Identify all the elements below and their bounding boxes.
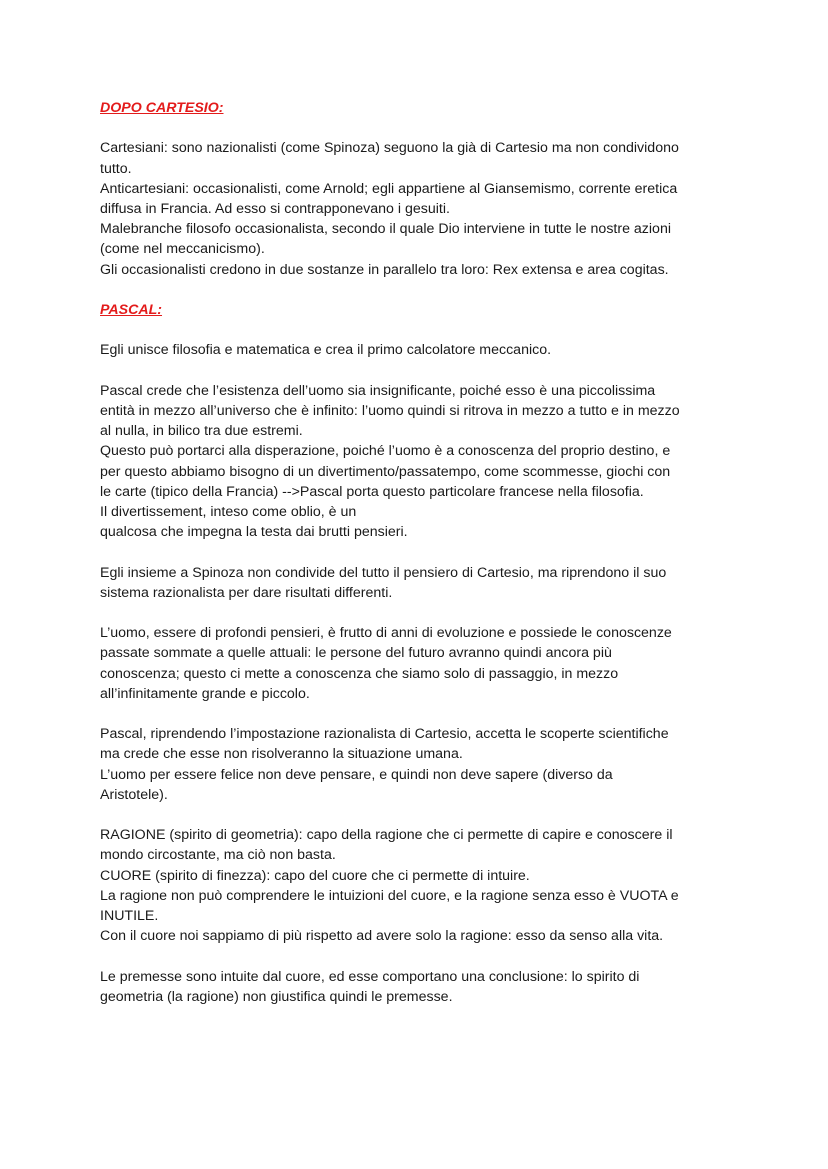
text-line: passate sommate a quelle attuali: le persone del futuro avranno quindi ancora più — [100, 645, 612, 662]
paragraph-pascal-7 — [100, 967, 740, 1007]
text-line: mondo circostante, ma ciò non basta. — [100, 847, 336, 864]
text-line: tutto. — [100, 160, 132, 177]
text-line: INUTILE. — [100, 908, 159, 924]
text-line: geometria (la ragione) non giustifica quindi le premesse. — [100, 988, 453, 1005]
text-line: (come nel meccanicismo). — [100, 241, 265, 258]
heading-dopo-cartesio: DOPO CARTESIO: — [100, 100, 224, 116]
text-line: Aristotele). — [100, 786, 168, 803]
text-line: Gli occasionalisti credono in due sostanze in parallelo tra loro: Rex extensa e area cogitas. — [100, 261, 669, 278]
paragraph-pascal-4 — [100, 623, 740, 704]
text-line: L’uomo, essere di profondi pensieri, è frutto di anni di evoluzione e possiede le conoscenze — [100, 625, 672, 642]
text-line: conoscenza; questo ci mette a conoscenza che siamo solo di passaggio, in mezzo — [100, 665, 619, 682]
text-line: Pascal crede che l’esistenza dell’uomo sia insignificante, poiché esso è una piccolissima — [100, 382, 656, 399]
paragraph-pascal-5 — [100, 724, 740, 805]
text-line: Cartesiani: sono nazionalisti (come Spinoza) seguono la già di Cartesio ma non condividono — [100, 140, 679, 157]
text-line: Anticartesiani: occasionalisti, come Arnold; egli appartiene al Giansemismo, corrente eretica — [100, 180, 678, 197]
text-line: La ragione non può comprendere le intuizioni del cuore, e la ragione senza esso è VUOTA e — [100, 887, 679, 904]
paragraph-dopo-cartesio — [100, 138, 740, 279]
text-line: all’infinitamente grande e piccolo. — [100, 685, 310, 702]
text-line: Con il cuore noi sappiamo di più rispetto ad avere solo la ragione: esso da senso alla vita. — [100, 928, 664, 945]
text-line: Egli insieme a Spinoza non condivide del tutto il pensiero di Cartesio, ma riprendono il suo — [100, 564, 667, 581]
document-page — [100, 98, 740, 1007]
text-line: ma crede che esse non risolveranno la situazione umana. — [100, 746, 463, 763]
text-line: Le premesse sono intuite dal cuore, ed esse comportano una conclusione: lo spirito di — [100, 968, 640, 985]
text-line: entità in mezzo all’universo che è infinito: l’uomo quindi si ritrova in mezzo a tutto e in mezzo — [100, 402, 680, 419]
text-line: Malebranche filosofo occasionalista, secondo il quale Dio interviene in tutte le nostre azioni — [100, 221, 671, 238]
text-line: Egli unisce filosofia e matematica e crea il primo calcolatore meccanico. — [100, 342, 552, 359]
text-line: qualcosa che impegna la testa dai brutti pensieri. — [100, 524, 408, 541]
paragraph-pascal-1 — [100, 340, 740, 360]
text-line: RAGIONE (spirito di geometria): capo della ragione che ci permette di capire e conoscere il — [100, 827, 673, 844]
text-line: diffusa in Francia. Ad esso si contrapponevano i gesuiti. — [100, 201, 450, 217]
paragraph-pascal-2 — [100, 381, 740, 543]
paragraph-pascal-6 — [100, 825, 740, 946]
paragraph-pascal-3 — [100, 563, 740, 603]
text-line: sistema razionalista per dare risultati differenti. — [100, 584, 393, 601]
text-line: Il divertissement, inteso come oblio, è un — [100, 504, 357, 520]
text-line: L’uomo per essere felice non deve pensare, e quindi non deve sapere (diverso da — [100, 766, 613, 783]
text-line: CUORE (spirito di finezza): capo del cuore che ci permette di intuire. — [100, 867, 530, 884]
text-line: Questo può portarci alla disperazione, poiché l’uomo è a conoscenza del proprio destino, e — [100, 443, 671, 460]
text-line: le carte (tipico della Francia) -->Pascal porta questo particolare francese nella filosofia. — [100, 483, 644, 500]
heading-pascal: PASCAL: — [100, 302, 163, 318]
text-line: Pascal, riprendendo l’impostazione razionalista di Cartesio, accetta le scoperte scientifiche — [100, 726, 669, 743]
text-line: al nulla, in bilico tra due estremi. — [100, 423, 303, 440]
text-line: per questo abbiamo bisogno di un divertimento/passatempo, come scommesse, giochi con — [100, 463, 671, 480]
